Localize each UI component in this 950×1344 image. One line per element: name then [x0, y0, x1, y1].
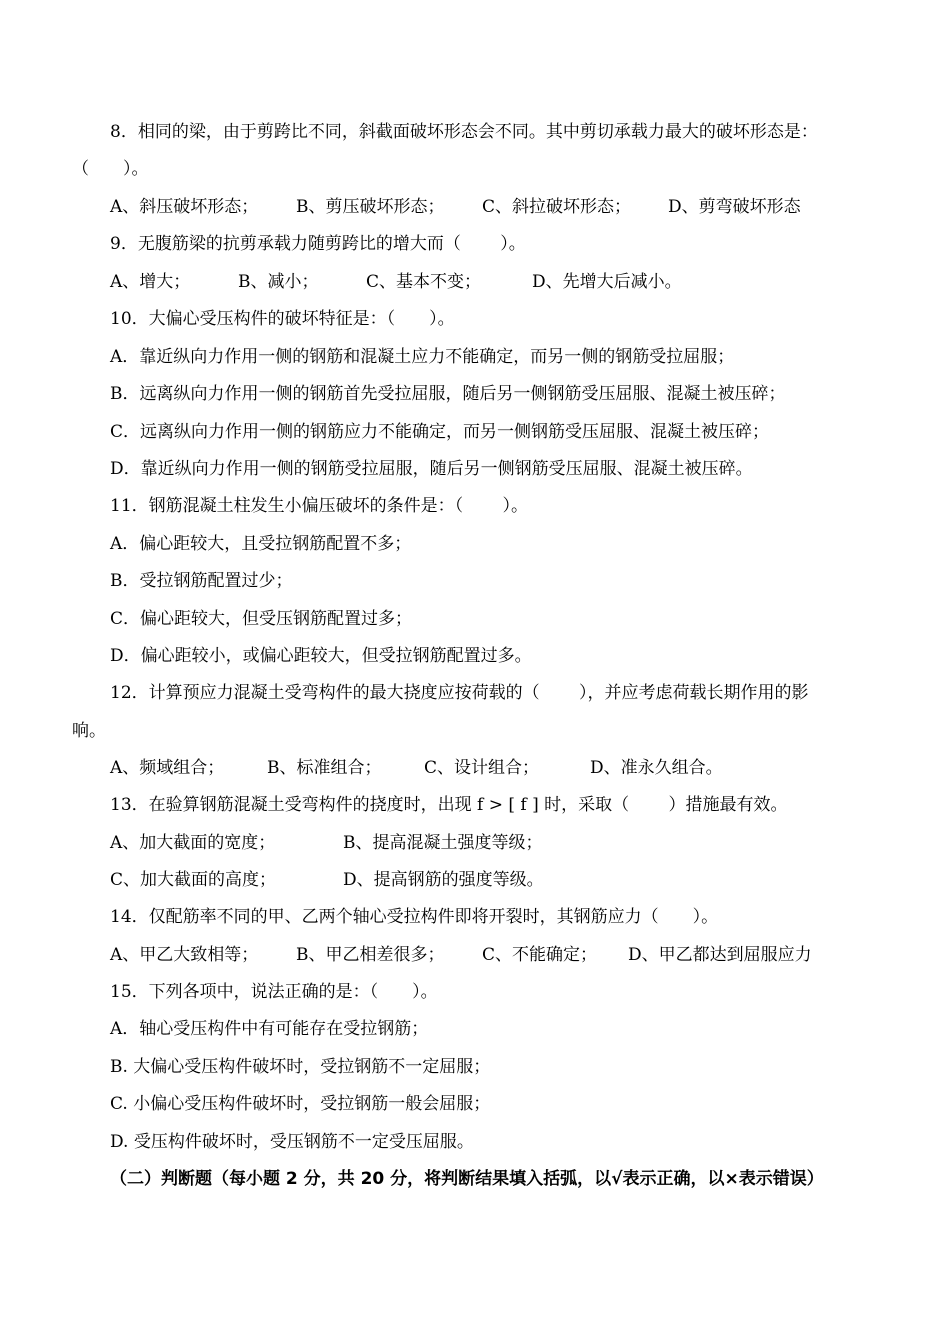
q13-option-d: D、提高钢筋的强度等级。	[343, 870, 544, 890]
q13-option-a: A、加大截面的宽度；	[110, 833, 276, 853]
question-13-options-row-2	[0, 870, 950, 890]
q8-option-b: B、剪压破坏形态；	[296, 197, 445, 217]
q9-option-a: A、增大；	[110, 272, 191, 292]
q10-option-a: A．靠近纵向力作用一侧的钢筋和混凝土应力不能确定，而另一侧的钢筋受拉屈服；	[110, 347, 735, 367]
q11-option-d: D．偏心距较小，或偏心距较大，但受拉钢筋配置过多。	[110, 646, 532, 666]
q13-option-c: C、加大截面的高度；	[110, 870, 277, 890]
q12-option-a: A、频域组合；	[110, 758, 225, 778]
question-12-stem: 12．计算预应力混凝土受弯构件的最大挠度应按荷载的（ ），并应考虑荷载长期作用的影	[110, 683, 809, 703]
q15-option-d: D. 受压构件破坏时，受压钢筋不一定受压屈服。	[110, 1132, 474, 1152]
q14-option-d: D、甲乙都达到屈服应力	[628, 945, 812, 965]
q14-option-c: C、不能确定；	[482, 945, 598, 965]
q8-option-a: A、斜压破坏形态；	[110, 197, 259, 217]
question-13-stem: 13．在验算钢筋混凝土受弯构件的挠度时，出现 f > [ f ] 时，采取（ ）措施最有效。	[110, 795, 788, 815]
question-9-options	[0, 272, 950, 292]
question-9-stem: 9．无腹筋梁的抗剪承载力随剪跨比的增大而（ ）。	[110, 234, 526, 254]
q9-option-d: D、先增大后减小。	[532, 272, 682, 292]
q10-option-c: C．远离纵向力作用一侧的钢筋应力不能确定，而另一侧钢筋受压屈服、混凝土被压碎；	[110, 422, 770, 442]
q12-option-b: B、标准组合；	[267, 758, 382, 778]
q12-option-d: D、准永久组合。	[590, 758, 723, 778]
q8-option-d: D、剪弯破坏形态	[668, 197, 801, 217]
question-15-stem: 15．下列各项中，说法正确的是：（ ）。	[110, 982, 438, 1002]
q15-option-c: C. 小偏心受压构件破坏时，受拉钢筋一般会屈服；	[110, 1094, 491, 1114]
q11-option-b: B．受拉钢筋配置过少；	[110, 571, 293, 591]
q14-option-a: A、甲乙大致相等；	[110, 945, 259, 965]
q8-option-c: C、斜拉破坏形态；	[482, 197, 632, 217]
q10-option-b: B．远离纵向力作用一侧的钢筋首先受拉屈服，随后另一侧钢筋受压屈服、混凝土被压碎；	[110, 384, 786, 404]
question-12-stem-continued: 响。	[72, 721, 106, 741]
q11-option-c: C．偏心距较大，但受压钢筋配置过多；	[110, 609, 413, 629]
question-8-stem: 8．相同的梁，由于剪跨比不同，斜截面破坏形态会不同。其中剪切承载力最大的破坏形态是：	[110, 122, 818, 142]
q9-option-c: C、基本不变；	[366, 272, 482, 292]
section-heading-true-false: （二）判断题（每小题 2 分，共 20 分，将判断结果填入括弧，以√表示正确，以×表示错误）	[110, 1169, 824, 1189]
q15-option-b: B. 大偏心受压构件破坏时，受拉钢筋不一定屈服；	[110, 1057, 491, 1077]
question-12-options	[0, 758, 950, 778]
q14-option-b: B、甲乙相差很多；	[296, 945, 445, 965]
question-10-stem: 10．大偏心受压构件的破坏特征是：（ ）。	[110, 309, 455, 329]
question-11-stem: 11．钢筋混凝土柱发生小偏压破坏的条件是：（ ）。	[110, 496, 529, 516]
q13-option-b: B、提高混凝土强度等级；	[343, 833, 543, 853]
question-14-options	[0, 945, 950, 965]
question-8-options	[0, 197, 950, 217]
q9-option-b: B、减小；	[238, 272, 319, 292]
q10-option-d: D．靠近纵向力作用一侧的钢筋受拉屈服，随后另一侧钢筋受压屈服、混凝土被压碎。	[110, 459, 753, 479]
question-14-stem: 14．仅配筋率不同的甲、乙两个轴心受拉构件即将开裂时，其钢筋应力（ ）。	[110, 907, 719, 927]
question-13-options-row-1	[0, 833, 950, 853]
q15-option-a: A．轴心受压构件中有可能存在受拉钢筋；	[110, 1019, 429, 1039]
q12-option-c: C、设计组合；	[424, 758, 540, 778]
q11-option-a: A．偏心距较大，且受拉钢筋配置不多；	[110, 534, 412, 554]
question-8-stem-continued: （ ）。	[72, 159, 149, 179]
